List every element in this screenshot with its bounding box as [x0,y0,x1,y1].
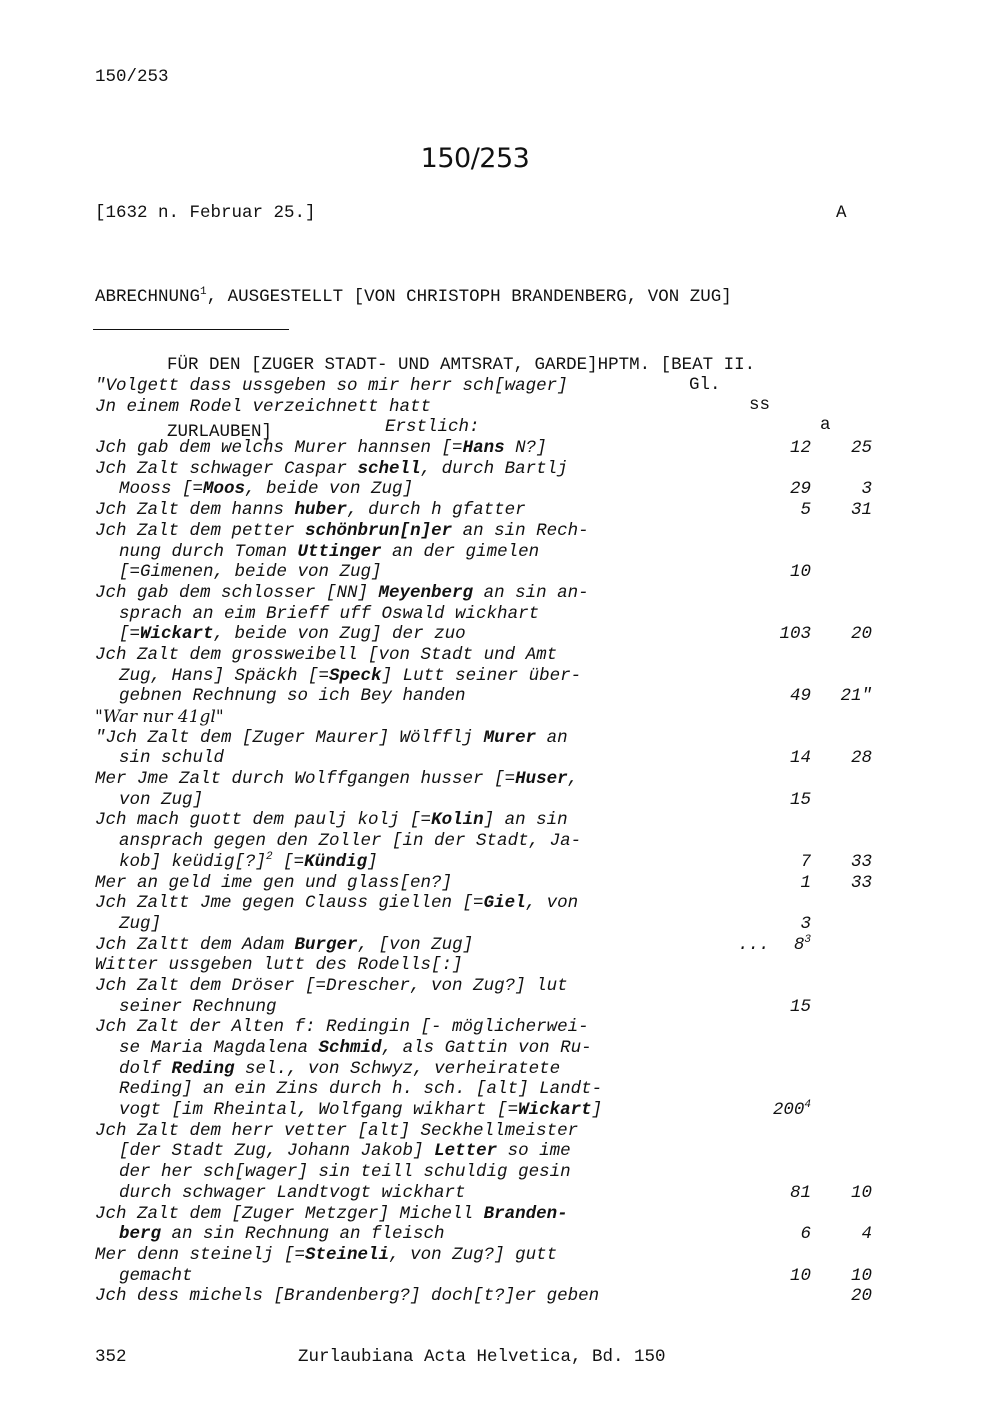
amount-gulden: 1 [800,872,811,893]
heading-line-3: ZURLAUBEN] [167,422,273,442]
heading-text: , AUSGESTELLT [VON CHRISTOPH BRANDENBERG, VON ZUG] [206,287,732,307]
entry-text: Mer Jme Zalt durch Wolffgangen husser [=Huser, [95,769,579,790]
ledger-row [95,810,955,831]
column-header-a: a [820,415,831,435]
ledger-row [95,914,955,935]
amount-gulden: 15 [789,996,811,1017]
entry-text: Jch Zalt dem petter schönbrun[n]er an sin Rech- [95,520,589,541]
entry-text: Zug, Hans] Späckh [=Speck] Lutt seiner über- [119,665,582,686]
entry-text: sprach an eim Brieff uff Oswald wickhart [119,603,540,624]
ledger-entries [95,376,955,1307]
amount-gulden: 5 [800,500,811,521]
entry-text: Jch Zalt dem Dröser [=Drescher, von Zug?] lut [95,975,568,996]
ledger-row [95,397,955,418]
entry-text: Jch Zalt der Alten f: Redingin [- möglicherwei- [95,1017,589,1038]
footer-page-number: 352 [95,1347,127,1367]
amount-gulden: 3 [800,913,811,934]
amount-gulden: 6 [800,1224,811,1245]
amount-schilling: 20 [850,624,872,645]
amount-gulden: 7 [800,851,811,872]
amount-schilling: 33 [850,872,872,893]
ledger-row [95,935,955,956]
ledger-row [95,562,955,583]
entry-text: Jch Zalt dem herr vetter [alt] Seckhellmeister [95,1120,579,1141]
ledger-row [95,417,955,438]
entry-text: nung durch Toman Uttinger an der gimelen [119,541,540,562]
ledger-row [95,624,955,645]
ledger-row [95,1059,955,1080]
ledger-row [95,976,955,997]
entry-text: Jch mach guott dem paulj kolj [=Kolin] an sin [95,810,568,831]
amount-gulden: 49 [789,686,811,707]
entry-text: Jch Zalt dem hanns huber, durch h gfatter [95,500,526,521]
column-header-ss: ss [749,395,771,415]
entry-text: Jch gab dem schlosser [NN] Meyenberg an sin an- [95,582,589,603]
ledger-row [95,1204,955,1225]
ledger-row [95,1100,955,1121]
amount-gulden: 10 [789,562,811,583]
amount-schilling: 3 [861,479,872,500]
entry-text: "Jch Zalt dem [Zuger Maurer] Wölfflj Murer an [95,727,568,748]
entry-text: Zug] [119,913,162,934]
amount-gulden: 29 [789,479,811,500]
entry-text: "Volgett dass ussgeben so mir herr sch[wager] [95,376,568,396]
entry-text: kob] keüdig[?]$^2$ [=Kündig] [119,850,378,872]
amount-schilling: 25 [850,438,872,459]
entry-text: gemacht [119,1265,193,1286]
handwritten-note: "War nur 41gl" [95,707,224,727]
ledger-row [95,748,955,769]
ledger-row [95,707,955,728]
amount-schilling: 10 [850,1265,872,1286]
ledger-row [95,1224,955,1245]
entry-text: Jch Zalt dem [Zuger Metzger] Michell Branden- [95,1203,568,1224]
entry-text: Mer an geld ime gen und glass[en?] [95,872,453,893]
footer-publication: Zurlaubiana Acta Helvetica, Bd. 150 [298,1347,666,1367]
ledger-row [95,790,955,811]
document-title: 150/253 [420,143,530,174]
ledger-row [95,376,955,397]
entry-text: ansprach gegen den Zoller [in der Stadt, Ja- [119,831,582,852]
entry-text: Reding] an ein Zins durch h. sch. [alt] Landt- [119,1079,603,1100]
ledger-row [95,1141,955,1162]
ledger-row [95,583,955,604]
amount-gulden: 12 [789,438,811,459]
heading-line-2: FÜR DEN [ZUGER STADT- UND AMTSRAT, GARDE]HPTM. [BEAT II. [167,354,756,375]
amount-schilling: 20 [850,1286,872,1307]
entry-text: berg an sin Rechnung an fleisch [119,1224,445,1245]
running-head: 150/253 [95,67,169,87]
entry-text: Jch dess michels [Brandenberg?] doch[t?]er geben [95,1286,600,1307]
ledger-row [95,1038,955,1059]
ledger-row [95,459,955,480]
entry-text: Jch Zalt dem grossweibell [von Stadt und Amt [95,644,558,665]
ledger-row [95,542,955,563]
ledger-row [95,728,955,749]
entry-text: seiner Rechnung [119,996,277,1017]
amount-schilling: 4 [861,1224,872,1245]
heading-line-1 [95,286,755,309]
document-date: [1632 n. Februar 25.] [95,203,316,223]
entry-text: sin schuld [119,748,225,769]
entry-text: se Maria Magdalena Schmid, als Gattin von Ru- [119,1038,592,1058]
ledger-row [95,645,955,666]
ledger-row [95,1245,955,1266]
entry-text: [=Gimenen, beide von Zug] [119,562,382,583]
ledger-row [95,1266,955,1287]
entry-text: vogt [im Rheintal, Wolfgang wikhart [=Wickart] [119,1100,603,1121]
column-header-gl: Gl. [689,375,721,395]
amount-schilling: 31 [850,500,872,521]
ledger-row [95,1183,955,1204]
entry-text: durch schwager Landtvogt wickhart [119,1182,466,1203]
ledger-row [95,1121,955,1142]
amount-schilling: 10 [850,1182,872,1203]
amount-schilling: 21" [840,686,872,707]
amount-gulden: 14 [789,748,811,769]
amount-schilling: ... [738,934,770,955]
ledger-row [95,1286,955,1307]
ledger-row [95,1162,955,1183]
ledger-row [95,769,955,790]
amount-schilling: 28 [850,748,872,769]
footnote-marker: 1 [200,286,207,299]
amount-gulden: 81 [789,1182,811,1203]
amount-gulden: 10 [789,1265,811,1286]
entry-text: von Zug] [119,789,204,810]
entry-text: dolf Reding sel., von Schwyz, verheiratete [119,1058,561,1079]
ledger-row [95,852,955,873]
amount-schilling: 33 [850,851,872,872]
entry-text: Jch Zaltt dem Adam Burger, [von Zug] [95,934,474,955]
ledger-row [95,438,955,459]
ledger-row [95,479,955,500]
heading-text: ABRECHNUNG [95,287,201,307]
amount-gulden: $8^3$ [793,933,811,955]
entry-text: Jch Zaltt Jme gegen Clauss giellen [=Giel, von [95,893,579,914]
entry-text: Mer denn steinelj [=Steineli, von Zug?] gutt [95,1244,558,1265]
entry-text: Witter ussgeben lutt des Rodells[:] [95,955,463,976]
ledger-row [95,831,955,852]
entry-text: gebnen Rechnung so ich Bey handen [119,686,466,707]
ledger-row [95,604,955,625]
ledger-row [95,666,955,687]
ledger-row [95,893,955,914]
ledger-row [95,1079,955,1100]
entry-text: Jch Zalt schwager Caspar schell, durch Bartlj [95,458,568,479]
ledger-row [95,873,955,894]
ledger-row [95,500,955,521]
amount-gulden: $200^4$ [772,1099,811,1121]
amount-gulden: 103 [779,624,811,645]
entry-text: Jn einem Rodel verzeichnett hatt [95,396,432,417]
classification-letter: A [836,203,847,223]
entry-text: [der Stadt Zug, Johann Jakob] Letter so ime [119,1141,571,1162]
amount-gulden: 15 [789,789,811,810]
ledger-row [95,997,955,1018]
entry-text: Jch gab dem welchs Murer hannsen [=Hans N?] [95,438,547,459]
entry-text: Erstlich: [385,417,480,438]
entry-text: der her sch[wager] sin teill schuldig gesin [119,1162,571,1183]
separator-rule [93,329,289,330]
entry-text: [=Wickart, beide von Zug] der zuo [119,624,466,645]
entry-text: Mooss [=Moos, beide von Zug] [119,479,414,500]
ledger-row [95,1017,955,1038]
ledger-row [95,686,955,707]
ledger-row [95,955,955,976]
ledger-row [95,521,955,542]
